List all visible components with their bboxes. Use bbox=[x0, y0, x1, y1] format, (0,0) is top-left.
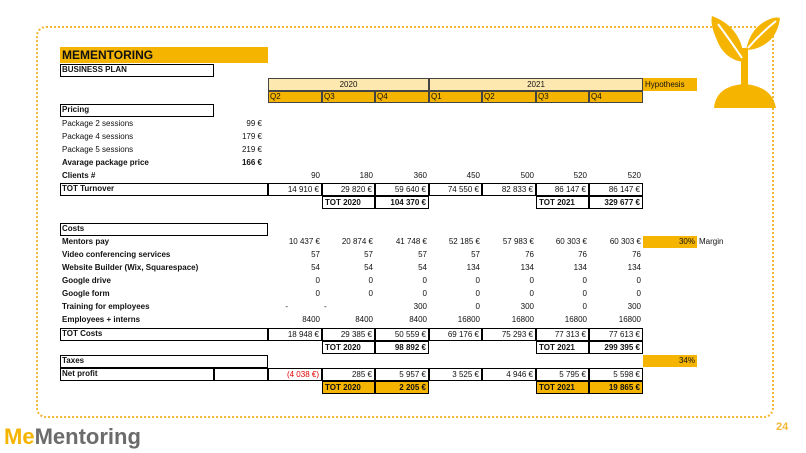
tot-costs-value: 77 313 € bbox=[536, 328, 589, 341]
costs-tot2020-label: TOT 2020 bbox=[322, 341, 375, 354]
costs-tot2021-label: TOT 2021 bbox=[536, 341, 589, 354]
cost-value: 76 bbox=[578, 250, 587, 259]
cost-value: 0 bbox=[636, 289, 641, 298]
cost-value: 0 bbox=[582, 276, 587, 285]
cost-value: 134 bbox=[627, 263, 641, 272]
net-profit-value: (4 038 €) bbox=[268, 368, 322, 381]
turnover-value: 74 550 € bbox=[429, 183, 482, 196]
cost-value: 54 bbox=[364, 263, 373, 272]
quarter-header: Q3 bbox=[536, 91, 589, 103]
turnover-value: 86 147 € bbox=[536, 183, 589, 196]
margin-pct: 30% bbox=[643, 236, 697, 248]
clients-value: 520 bbox=[627, 171, 641, 180]
pricing-label: Package 5 sessions bbox=[62, 145, 134, 154]
hypothesis-label: Hypothesis bbox=[643, 78, 697, 91]
pricing-value: 99 € bbox=[246, 119, 262, 128]
cost-label: Mentors pay bbox=[62, 237, 110, 246]
cost-value: 52 185 € bbox=[448, 237, 480, 246]
profit-tot2021-label: TOT 2021 bbox=[536, 381, 589, 394]
cost-value: 57 983 € bbox=[502, 237, 534, 246]
logo-part-me: Me bbox=[4, 424, 35, 449]
cost-value: 60 303 € bbox=[555, 237, 587, 246]
cost-value: 76 bbox=[632, 250, 641, 259]
brand-logo bbox=[4, 424, 141, 450]
profit-tot2020-label: TOT 2020 bbox=[322, 381, 375, 394]
cost-value: 0 bbox=[422, 276, 427, 285]
cost-value: 57 bbox=[364, 250, 373, 259]
quarter-header: Q4 bbox=[375, 91, 429, 103]
net-profit-value: 5 795 € bbox=[536, 368, 589, 381]
clients-value: 180 bbox=[359, 171, 373, 180]
net-profit-value: 3 525 € bbox=[429, 368, 482, 381]
tot-costs-value: 29 385 € bbox=[322, 328, 375, 341]
tot-costs-value: 18 948 € bbox=[268, 328, 322, 341]
sheet-title: MEMENTORING bbox=[60, 47, 268, 63]
cost-value: 0 bbox=[315, 289, 320, 298]
cost-value: 16800 bbox=[511, 315, 534, 324]
cost-value: 0 bbox=[315, 276, 320, 285]
cost-value: 54 bbox=[418, 263, 427, 272]
clients-label: Clients # bbox=[62, 171, 96, 180]
quarter-header: Q1 bbox=[429, 91, 482, 103]
cost-value: 60 303 € bbox=[609, 237, 641, 246]
page-number: 24 bbox=[776, 421, 789, 433]
year-header-2021: 2021 bbox=[429, 78, 643, 91]
cost-value: 0 bbox=[422, 289, 427, 298]
cost-value: 0 bbox=[529, 289, 534, 298]
tot-costs-value: 69 176 € bbox=[429, 328, 482, 341]
cost-value: 20 874 € bbox=[341, 237, 373, 246]
pricing-value: 179 € bbox=[241, 132, 262, 141]
cost-value: 0 bbox=[636, 276, 641, 285]
cost-value: 57 bbox=[471, 250, 480, 259]
net-profit-value: 4 946 € bbox=[482, 368, 536, 381]
turnover-tot2020-label: TOT 2020 bbox=[322, 196, 375, 209]
cost-label: Website Builder (Wix, Squarespace) bbox=[62, 263, 199, 272]
clients-value: 450 bbox=[466, 171, 480, 180]
cost-value: 8400 bbox=[355, 315, 373, 324]
turnover-value: 29 820 € bbox=[322, 183, 375, 196]
cost-value: 134 bbox=[573, 263, 587, 272]
quarter-header: Q2 bbox=[268, 91, 322, 103]
tot-costs-label: TOT Costs bbox=[62, 329, 103, 338]
cost-label: Google drive bbox=[62, 276, 111, 285]
tot-costs-value: 50 559 € bbox=[375, 328, 429, 341]
pricing-label: Avarage package price bbox=[62, 158, 149, 167]
turnover-tot2021-label: TOT 2021 bbox=[536, 196, 589, 209]
turnover-tot2021-value: 329 677 € bbox=[589, 196, 643, 209]
cost-value: 10 437 € bbox=[288, 237, 320, 246]
cost-value: 300 bbox=[413, 302, 427, 311]
cost-value: 0 bbox=[475, 289, 480, 298]
quarter-header: Q3 bbox=[322, 91, 375, 103]
quarter-header: Q4 bbox=[589, 91, 643, 103]
profit-tot2021-value: 19 865 € bbox=[589, 381, 643, 394]
costs-header: Costs bbox=[62, 224, 85, 233]
cost-value: 16800 bbox=[618, 315, 641, 324]
turnover-value: 59 640 € bbox=[375, 183, 429, 196]
cost-value: 16800 bbox=[457, 315, 480, 324]
profit-tot2020-value: 2 205 € bbox=[375, 381, 429, 394]
costs-tot2020-value: 98 892 € bbox=[375, 341, 429, 354]
pricing-label: Package 2 sessions bbox=[62, 119, 134, 128]
net-profit-value: 5 598 € bbox=[589, 368, 643, 381]
turnover-tot2020-value: 104 370 € bbox=[375, 196, 429, 209]
cost-value: 134 bbox=[520, 263, 534, 272]
cost-value: 0 bbox=[475, 276, 480, 285]
cost-value: 76 bbox=[525, 250, 534, 259]
cost-label: Google form bbox=[62, 289, 110, 298]
turnover-value: 14 910 € bbox=[268, 183, 322, 196]
cost-value: 0 bbox=[582, 289, 587, 298]
quarter-header: Q2 bbox=[482, 91, 536, 103]
cost-value: 300 bbox=[520, 302, 534, 311]
cost-value: 300 bbox=[627, 302, 641, 311]
taxes-pct: 34% bbox=[643, 355, 697, 367]
clients-value: 90 bbox=[311, 171, 320, 180]
clients-value: 520 bbox=[573, 171, 587, 180]
cost-value: 57 bbox=[311, 250, 320, 259]
cost-value: 134 bbox=[466, 263, 480, 272]
cost-value: 0 bbox=[475, 302, 480, 311]
net-profit-value: 285 € bbox=[322, 368, 375, 381]
costs-tot2021-value: 299 395 € bbox=[589, 341, 643, 354]
margin-label: Margin bbox=[699, 237, 724, 246]
cost-value: - bbox=[324, 302, 327, 311]
cost-label: Training for employees bbox=[62, 302, 150, 311]
cost-value: 16800 bbox=[564, 315, 587, 324]
cost-label: Employees + interns bbox=[62, 315, 141, 324]
tot-costs-value: 75 293 € bbox=[482, 328, 536, 341]
cost-value: - bbox=[285, 302, 288, 311]
cost-value: 0 bbox=[582, 302, 587, 311]
pricing-value: 219 € bbox=[241, 145, 262, 154]
taxes-label-box bbox=[60, 355, 268, 368]
clients-value: 360 bbox=[413, 171, 427, 180]
cost-value: 8400 bbox=[302, 315, 320, 324]
cost-value: 0 bbox=[529, 276, 534, 285]
turnover-value: 86 147 € bbox=[589, 183, 643, 196]
cost-value: 0 bbox=[368, 276, 373, 285]
sheet-subtitle: BUSINESS PLAN bbox=[62, 65, 127, 74]
pricing-label: Package 4 sessions bbox=[62, 132, 134, 141]
cost-value: 0 bbox=[368, 289, 373, 298]
pricing-header: Pricing bbox=[62, 105, 90, 114]
taxes-label: Taxes bbox=[62, 356, 85, 365]
net-profit-spacer bbox=[214, 368, 268, 381]
cost-value: 54 bbox=[311, 263, 320, 272]
net-profit-value: 5 957 € bbox=[375, 368, 429, 381]
pricing-value: 166 € bbox=[241, 158, 262, 167]
cost-value: 8400 bbox=[409, 315, 427, 324]
turnover-label: TOT Turnover bbox=[62, 184, 115, 193]
clients-value: 500 bbox=[520, 171, 534, 180]
net-profit-label: Net profit bbox=[62, 369, 98, 378]
costs-header-box bbox=[60, 223, 268, 236]
cost-value: 41 748 € bbox=[395, 237, 427, 246]
year-header-2020: 2020 bbox=[268, 78, 429, 91]
cost-value: 57 bbox=[418, 250, 427, 259]
turnover-value: 82 833 € bbox=[482, 183, 536, 196]
tot-costs-value: 77 613 € bbox=[589, 328, 643, 341]
cost-label: Video conferencing services bbox=[62, 250, 171, 259]
logo-part-mentoring: Mentoring bbox=[34, 424, 141, 449]
